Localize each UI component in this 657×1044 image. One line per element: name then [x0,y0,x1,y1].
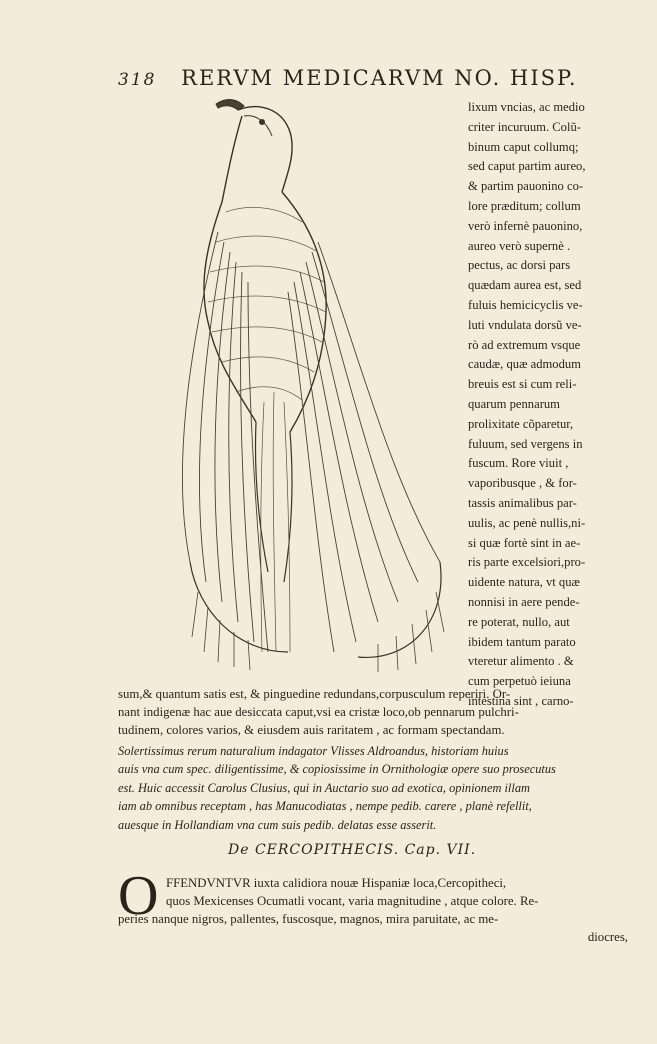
text-line: fuluis hemicicyclis ve- [468,297,583,312]
text-line: tassis animalibus par- [468,495,577,510]
text-line: uulis, ac penè nullis,ni- [468,515,586,530]
running-title: RERVM MEDICARVM NO. HISP. [181,66,578,90]
text-line: rò ad extremum vsque [468,337,581,352]
text-line: quos Mexicenses Ocumatli vocant, varia magnitudine , atque colore. Re- [166,894,539,908]
text-line: verò infernè pauonino, [468,218,583,233]
text-line: & partim pauonino co- [468,179,584,194]
text-line: vteretur alimento . & [468,654,574,669]
text-line: cum perpetuò ieiuna [468,674,571,689]
note-line: auesque in Hollandiam vna cum suis pedib. delatas esse asserit. [118,817,437,832]
text-line: ris parte excelsiori,pro- [468,555,586,570]
text-line: re poterat, nullo, aut [468,614,570,629]
page-number: 318 [118,70,157,90]
text-line: luti vndulata dorsũ ve- [468,317,582,332]
text-line: fuluum, sed vergens in [468,436,583,451]
side-column-text [468,98,626,712]
text-line: lore præditum; collum [468,198,581,213]
text-line: FFENDVNTVR iuxta calidiora nouæ Hispaniæ loca,Cercopitheci, [166,876,507,890]
text-line: aureo verò supernè . [468,238,571,253]
text-line: diocres, [587,930,628,944]
text-line: sum,& quantum satis est, & pinguedine redundans,corpusculum reperiri. Or- [118,687,511,701]
text-line: caudæ, quæ admodum [468,357,581,372]
text-line: quædam aurea est, sed [468,278,582,293]
paragraph-continuation [118,685,628,739]
text-line: tudinem, colores varios, & eiusdem auis raritatem , ac formam spectandam. [118,723,505,737]
note-line: Solertissimus rerum naturalium indagator Vlisses Aldroandus, historiam huius [118,744,509,758]
text-line: lixum vncias, ac medio [468,100,585,114]
text-line: nonnisi in aere pende- [468,594,580,609]
text-line: vaporibusque , & for- [468,476,577,491]
running-header [118,66,578,90]
text-line: binum caput collumq; [468,139,579,154]
note-line: iam ab omnibus receptam , has Manucodiatas , nempe pedib. carere , planè refellit, [118,799,532,814]
text-line: pectus, ac dorsi pars [468,258,571,273]
text-line: uidente natura, vt quæ [468,575,580,590]
text-line: intestina sint , carno- [468,693,574,708]
note-line: auis vna cum spec. diligentissime, & copiosissime in Ornithologiæ opere suo prosecutus [118,762,556,777]
text-line: breuis est si cum reli- [468,377,577,392]
text-line: criter incuruum. Colũ- [468,119,581,134]
text-line: prolixitate cõparetur, [468,416,574,431]
text-line: ibidem tantum parato [468,634,576,649]
annotation-note [118,742,628,834]
text-line: quarum pennarum [468,396,560,411]
text-line: nant indigenæ hac aue desiccata caput,vsi ea cristæ loco,ob pennarum pulchri- [118,705,519,719]
text-line: fuscum. Rore viuit , [468,456,569,471]
chapter-body [118,874,628,946]
text-line: si quæ fortè sint in ae- [468,535,581,550]
drop-cap: O [118,865,159,927]
chapter-heading: De CERCOPITHECIS. Cap. VII. [228,842,477,858]
text-line: sed caput partim aureo, [468,159,586,174]
note-line: est. Huic accessit Carolus Clusius, qui in Auctario suo ad exotica, opinionem illam [118,780,530,795]
text-line: peries nanque nigros, pallentes, fuscosque, magnos, mira paruitate, ac me- [118,912,499,926]
bird-of-paradise-illustration [178,92,478,672]
